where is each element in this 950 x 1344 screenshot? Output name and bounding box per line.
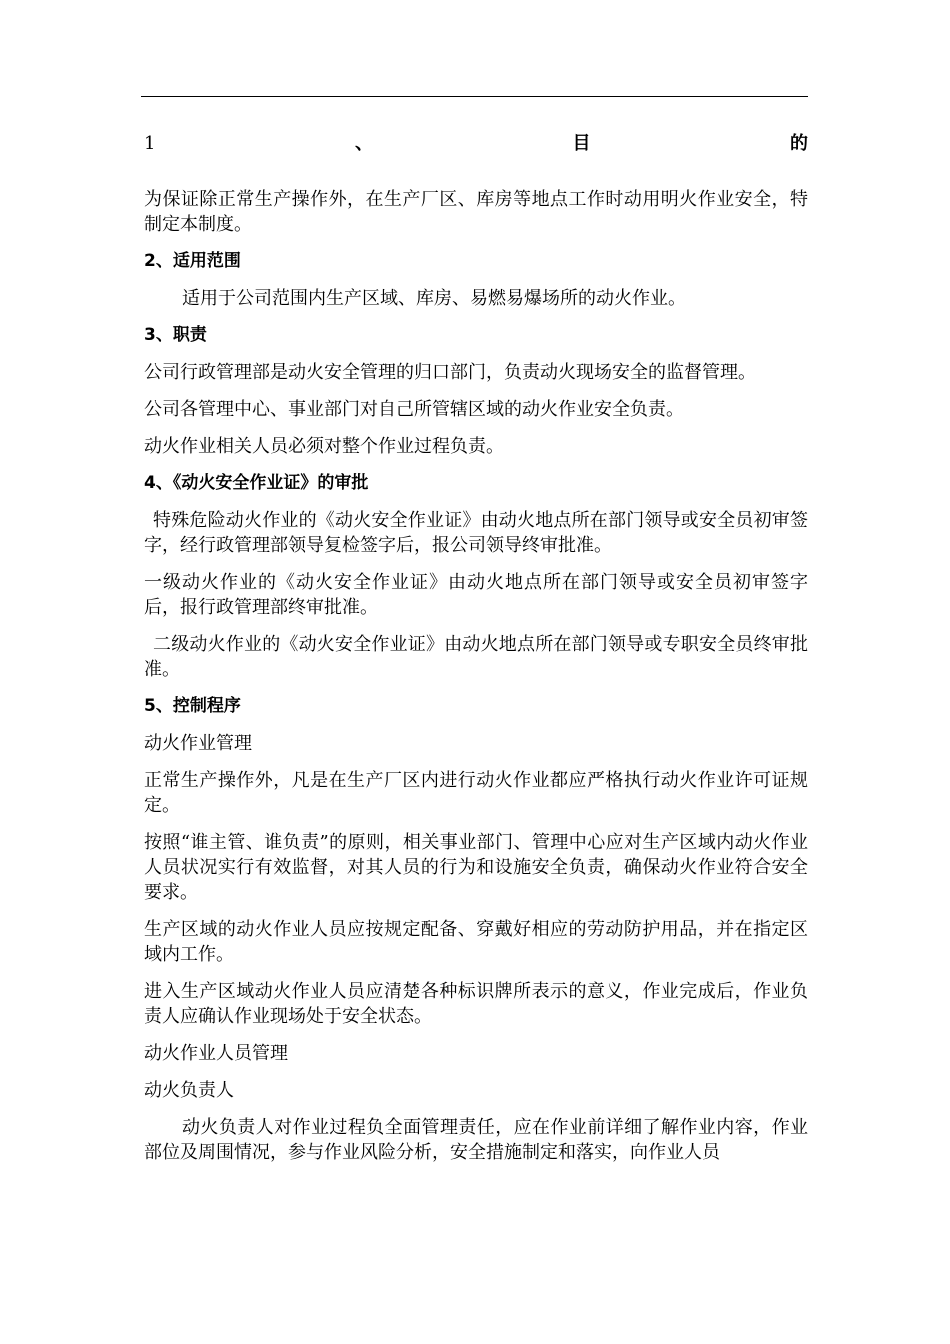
paragraph: 为保证除正常生产操作外，在生产厂区、库房等地点工作时动用明火作业安全，特制定本制度。 [144, 189, 808, 235]
paragraph: 公司各管理中心、事业部门对自己所管辖区域的动火作业安全负责。 [144, 399, 684, 420]
paragraph: 公司行政管理部是动火安全管理的归口部门，负责动火现场安全的监督管理。 [144, 362, 756, 383]
paragraph: 动火作业管理 [144, 733, 252, 754]
section-1-word-2: 的 [790, 133, 808, 154]
paragraph: 一级动火作业的《动火安全作业证》由动火地点所在部门领导或安全员初审签字后，报行政管理部终审批准。 [144, 572, 808, 618]
document-body [144, 131, 808, 1177]
section-heading: 2、适用范围 [144, 251, 241, 271]
section-1-word-1: 目 [572, 133, 591, 154]
paragraph: 进入生产区域动火作业人员应清楚各种标识牌所表示的意义，作业完成后，作业负责人应确认作业现场处于安全状态。 [144, 981, 808, 1027]
paragraph: 动火负责人 [144, 1080, 234, 1101]
paragraph: 生产区域的动火作业人员应按规定配备、穿戴好相应的劳动防护用品，并在指定区域内工作。 [144, 919, 808, 965]
section-heading: 5、控制程序 [144, 696, 241, 716]
header-rule [141, 96, 808, 97]
section-heading: 3、职责 [144, 325, 207, 345]
paragraph: 正常生产操作外，凡是在生产厂区内进行动火作业都应严格执行动火作业许可证规定。 [144, 770, 808, 816]
paragraph: 特殊危险动火作业的《动火安全作业证》由动火地点所在部门领导或安全员初审签字，经行政管理部领导复检签字后，报公司领导终审批准。 [144, 510, 808, 556]
section-heading: 4、《动火安全作业证》的审批 [144, 473, 369, 493]
paragraph: 按照“谁主管、谁负责”的原则，相关事业部门、管理中心应对生产区域内动火作业人员状况实行有效监督，对其人员的行为和设施安全负责，确保动火作业符合安全要求。 [144, 832, 808, 903]
paragraph: 动火作业相关人员必须对整个作业过程负责。 [144, 436, 504, 457]
section-1-number: 1 [144, 133, 156, 154]
paragraph: 适用于公司范围内生产区域、库房、易燃易爆场所的动火作业。 [182, 288, 686, 309]
paragraph: 二级动火作业的《动火安全作业证》由动火地点所在部门领导或专职安全员终审批准。 [144, 634, 808, 680]
paragraph: 动火作业人员管理 [144, 1043, 288, 1064]
section-1-separator: 、 [354, 133, 373, 154]
paragraph-list [144, 187, 808, 1165]
paragraph: 动火负责人对作业过程负全面管理责任，应在作业前详细了解作业内容，作业部位及周围情况，参与作业风险分析，安全措施制定和落实，向作业人员 [144, 1117, 808, 1163]
section-1-heading [144, 131, 808, 161]
